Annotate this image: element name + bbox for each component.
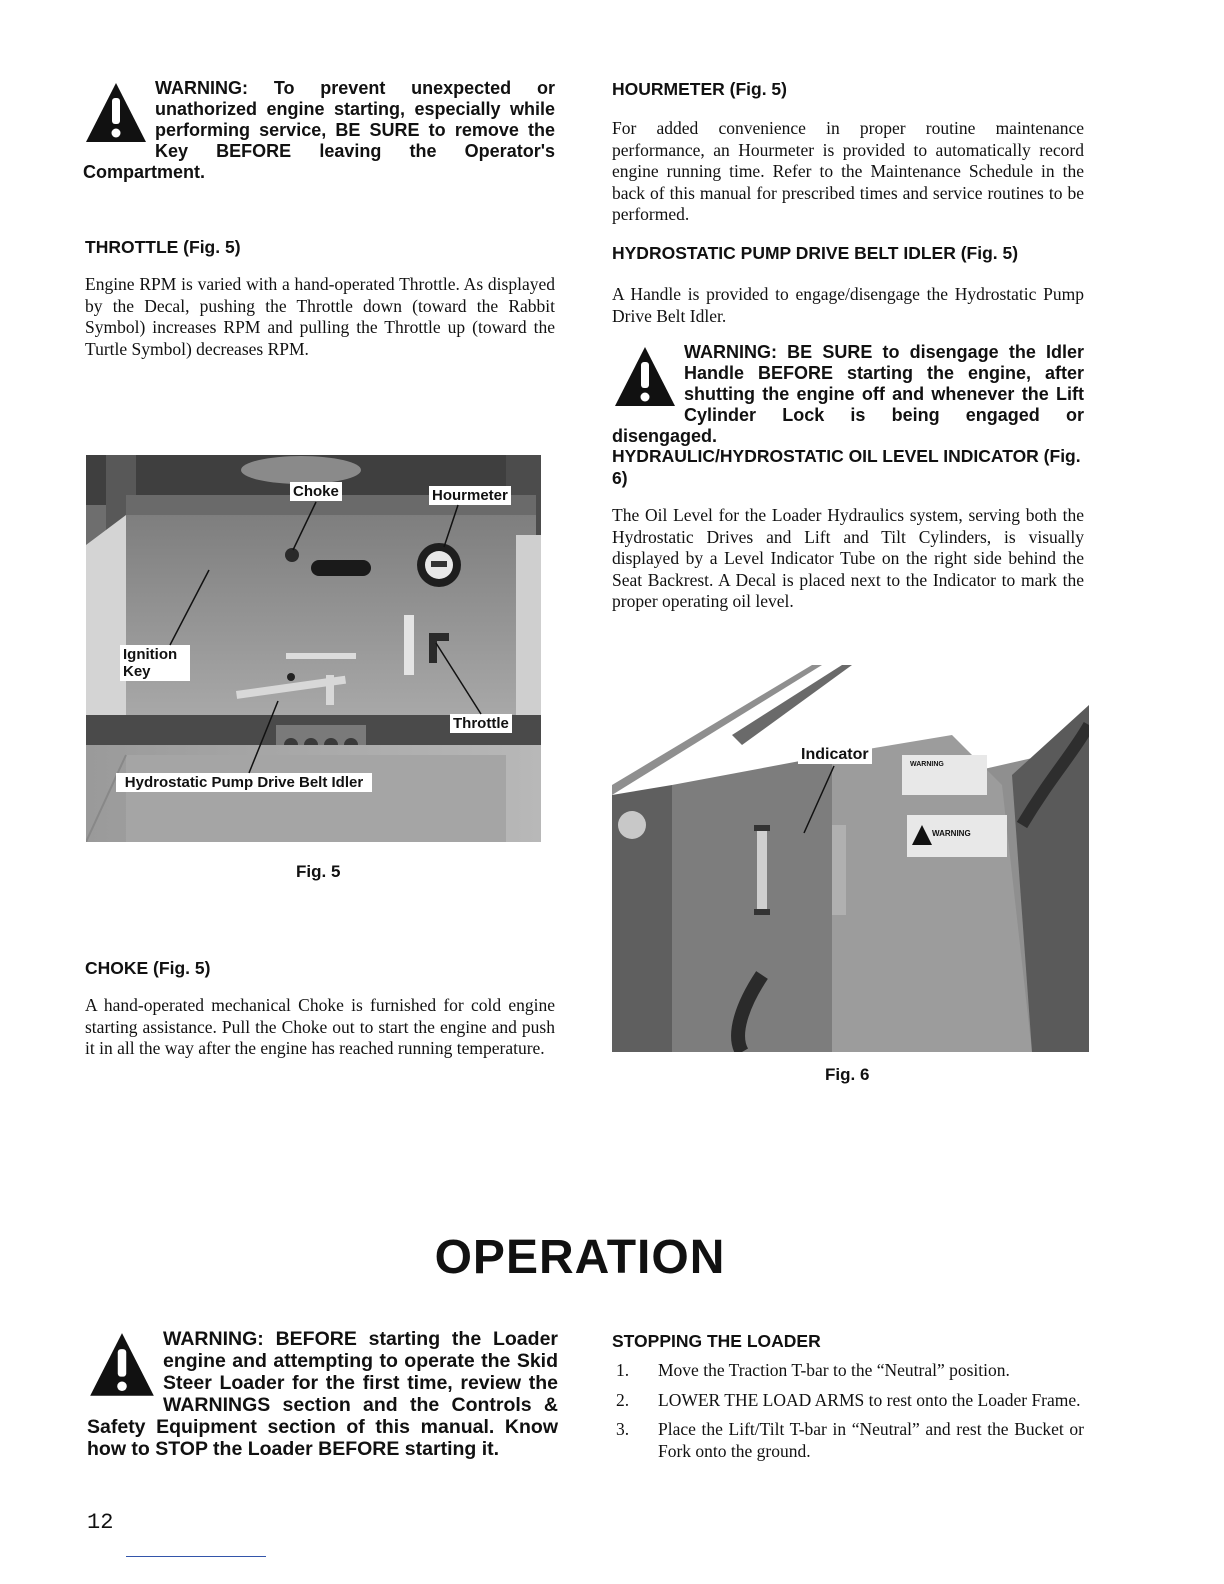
- callout-idler: Hydrostatic Pump Drive Belt Idler: [116, 773, 372, 792]
- warning-review-sections: [87, 1328, 558, 1460]
- callout-hourmeter: Hourmeter: [429, 486, 511, 505]
- figure-5-photo: [86, 455, 541, 842]
- throttle-section: [85, 236, 555, 360]
- warning-disengage-idler: [612, 342, 1084, 447]
- warning-text: BEFORE starting the Loader engine and attempting to operate the Skid Steer Loader for the first time, review the WARNINGS section and the Controls & Safety Equipment section of this manual. Know how to STOP the Loader BEFORE starting it.: [87, 1328, 559, 1460]
- decal-side-label: WARNING: [932, 829, 971, 838]
- callout-throttle: Throttle: [450, 714, 512, 733]
- left-column: [83, 78, 555, 183]
- choke-section: [85, 957, 555, 1060]
- figure-6-leader-line: [612, 665, 1089, 1052]
- warning-text: To prevent unexpected or unathorized engine starting, especially while performing service, BE SURE to remove the Key BEFORE leaving the Operator's Compartment.: [83, 78, 555, 182]
- page-number: 12: [87, 1510, 114, 1535]
- figure-5-leader-lines: [86, 455, 541, 842]
- stopping-steps: [612, 1360, 1084, 1462]
- warning-triangle-icon: [87, 1330, 157, 1400]
- warning-idler-block: [612, 342, 1084, 447]
- list-item: 1. Move the Traction T-bar to the “Neutral” position.: [616, 1360, 1010, 1380]
- stopping-section: [612, 1330, 1084, 1470]
- hourmeter-heading: HOURMETER (Fig. 5): [612, 79, 787, 99]
- warning-triangle-icon: [83, 80, 149, 146]
- warning-label: WARNING:: [163, 1328, 264, 1350]
- warning-text: BE SURE to disengage the Idler Handle BEFORE starting the engine, after shutting the engine off and whenever the Lift Cylinder Lock is being engaged or disengaged.: [612, 342, 1084, 446]
- decal-top-label: WARNING: [910, 761, 944, 768]
- bottom-rule: [126, 1556, 266, 1557]
- oil-level-section: [612, 445, 1084, 613]
- list-item: 2. LOWER THE LOAD ARMS to rest onto the Loader Frame.: [616, 1389, 1081, 1410]
- figure-5-caption: Fig. 5: [296, 862, 341, 881]
- throttle-body: Engine RPM is varied with a hand-operated Throttle. As displayed by the Decal, pushing the Throttle down (toward the Rabbit Symbol) increases RPM and pulling the Throttle up (toward the Turtle Symbol) decreases RPM.: [85, 274, 555, 359]
- warning-triangle-icon: [612, 344, 678, 410]
- choke-body: A hand-operated mechanical Choke is furnished for cold engine starting assistance. Pull the Choke out to start the engine and push it in all the way after the engine has reached running temperature.: [85, 995, 555, 1058]
- hourmeter-body: For added convenience in proper routine maintenance performance, an Hourmeter is provided to automatically record engine running time. Refer to the Maintenance Schedule in the back of this manual for prescribed times and service routines to be performed.: [612, 118, 1084, 224]
- callout-indicator: Indicator: [798, 745, 872, 764]
- idler-body: A Handle is provided to engage/disengage the Hydrostatic Pump Drive Belt Idler.: [612, 284, 1084, 326]
- operation-warning-block: [87, 1328, 558, 1460]
- warning-label: WARNING:: [684, 342, 777, 362]
- oil-level-heading: HYDRAULIC/HYDROSTATIC OIL LEVEL INDICATOR (Fig. 6): [612, 446, 1081, 488]
- figure-6-caption: Fig. 6: [825, 1065, 870, 1084]
- hourmeter-section: [612, 78, 1084, 226]
- callout-ignition-key: Ignition Key: [120, 645, 190, 681]
- operation-title: OPERATION: [434, 1231, 726, 1284]
- choke-heading: CHOKE (Fig. 5): [85, 958, 211, 978]
- warning-remove-key: [83, 78, 555, 183]
- oil-level-body: The Oil Level for the Loader Hydraulics system, serving both the Hydrostatic Drives and Lift and Tilt Cylinders, is visually displayed by a Level Indicator Tube on the right side behind the Seat Backrest. A Decal is placed next to the Indicator to mark the proper operating oil level.: [612, 505, 1084, 611]
- idler-heading: HYDROSTATIC PUMP DRIVE BELT IDLER (Fig. 5): [612, 243, 1019, 263]
- figure-6-photo: [612, 665, 1089, 1052]
- stopping-heading: STOPPING THE LOADER: [612, 1331, 821, 1351]
- callout-choke: Choke: [290, 482, 342, 501]
- list-item: 3. Place the Lift/Tilt T-bar in “Neutral” and rest the Bucket or Fork onto the ground.: [616, 1419, 1084, 1461]
- throttle-heading: THROTTLE (Fig. 5): [85, 237, 241, 257]
- warning-label: WARNING:: [155, 78, 248, 98]
- idler-section: [612, 242, 1084, 327]
